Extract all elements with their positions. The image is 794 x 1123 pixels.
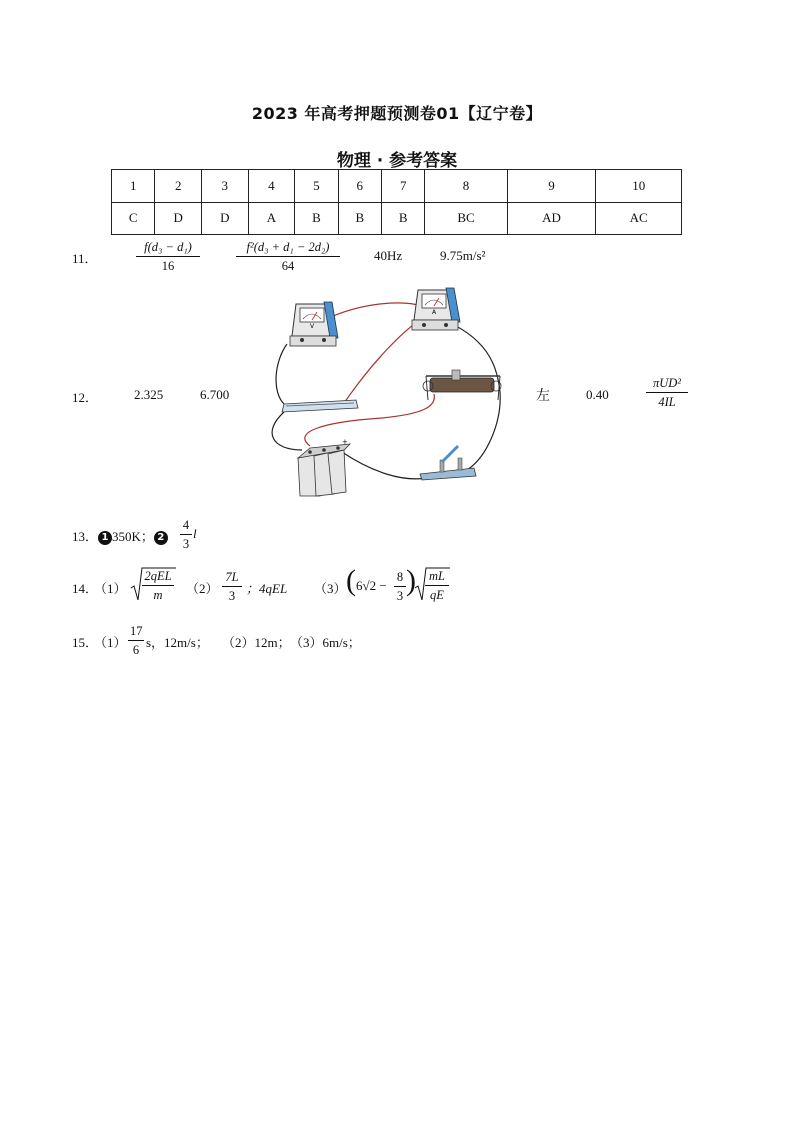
q15-part1-fraction — [128, 624, 144, 658]
q14-part3-fraction — [394, 570, 406, 604]
q14-part3-radicand — [425, 569, 449, 603]
q12-value-2: 6.700 — [200, 387, 230, 402]
q14-part2-numerator: 7L — [222, 570, 242, 587]
q14-part3-radicand-num: mL — [425, 569, 449, 586]
q15-part1-denominator: 6 — [132, 643, 140, 657]
question-number: 1 — [112, 170, 155, 203]
page-subtitle: 物理 · 参考答案 — [336, 151, 458, 171]
answer-cell: B — [295, 202, 338, 235]
answer-table-number-row — [112, 170, 682, 203]
q14-part2-extra: ；4qEL — [246, 581, 288, 596]
q14-part3-frac-num: 8 — [394, 570, 406, 587]
question-number: 8 — [425, 170, 507, 203]
q11-expr2-denominator: 64 — [281, 259, 295, 273]
page-title: 2023 年高考押题预测卷01【辽宁卷】 — [251, 104, 543, 123]
q14-part1-radicand-num: 2qEL — [142, 569, 174, 586]
q14-part1-radicand-den: m — [153, 588, 163, 602]
left-paren-icon: ( — [346, 564, 356, 597]
q13-label: 13． — [72, 529, 99, 544]
answer-cell: A — [248, 202, 295, 235]
switch — [420, 446, 476, 480]
q14-part1-radicand — [142, 569, 174, 603]
q15-part2: （2）12m； — [222, 635, 291, 650]
q14-part2-label: （2） — [186, 581, 219, 596]
question-number: 4 — [248, 170, 295, 203]
q14-part1-sqrt — [130, 566, 176, 602]
q12-resistivity-numerator: πUD² — [646, 376, 688, 393]
ammeter-label: A — [431, 309, 437, 316]
q11-expr1-numerator: f(d₃ − d₁) — [136, 240, 200, 257]
answer-cell: AD — [507, 202, 596, 235]
q14-part2-fraction — [222, 570, 242, 604]
q13-part2-numerator: 4 — [180, 518, 192, 535]
battery-pack — [298, 438, 350, 496]
circuit-diagram — [262, 282, 512, 502]
q11-expr2 — [236, 240, 340, 274]
wire — [342, 320, 420, 406]
wire — [272, 412, 302, 450]
answer-cell: C — [112, 202, 155, 235]
q14-label: 14． — [72, 581, 99, 596]
q14-part2-denominator: 3 — [228, 589, 236, 603]
q11-expr2-numerator: f²(d₃ + d₁ − 2d₂) — [236, 240, 340, 257]
q14-part3-label: （3） — [314, 581, 347, 596]
q11-frequency: 40Hz — [374, 248, 403, 263]
ammeter — [412, 288, 460, 330]
q11-label: 11． — [72, 251, 98, 266]
q14-part3-sqrt — [414, 566, 450, 602]
q12-resistivity-formula — [646, 376, 688, 410]
q15-part1-unit: s，12m/s； — [146, 635, 209, 650]
svg-text:+: + — [342, 438, 348, 446]
q12-value-1: 2.325 — [134, 387, 164, 402]
q15-part1-numerator: 17 — [128, 624, 144, 641]
q13-content — [72, 526, 168, 545]
q13-part2-marker: 2 — [154, 531, 168, 545]
answer-cell: D — [155, 202, 202, 235]
answer-cell: BC — [425, 202, 507, 235]
question-number: 2 — [155, 170, 202, 203]
q13-part2-denominator: 3 — [182, 537, 190, 551]
wire — [342, 452, 427, 479]
answer-cell: D — [202, 202, 249, 235]
q15-part1-label: （1） — [94, 635, 127, 650]
q12-resistivity-denominator: 4IL — [658, 395, 676, 409]
right-paren-icon: ) — [406, 564, 416, 597]
wire — [324, 303, 422, 320]
question-number: 3 — [202, 170, 249, 203]
q15-part3: （3）6m/s； — [290, 635, 361, 650]
answer-table-answer-row — [112, 202, 682, 235]
answer-table — [111, 169, 682, 235]
question-number: 9 — [507, 170, 596, 203]
answer-cell: AC — [596, 202, 682, 235]
q13-part1-marker: 1 — [98, 531, 112, 545]
q12-value-3: 0.40 — [586, 387, 609, 402]
answer-cell: B — [338, 202, 381, 235]
voltmeter — [290, 302, 338, 346]
question-number: 5 — [295, 170, 338, 203]
q11-expr1-denominator: 16 — [161, 259, 175, 273]
q13-part1-value: 350K； — [112, 529, 154, 544]
q14-part3-radicand-den: qE — [430, 588, 444, 602]
q13-part2-fraction — [180, 518, 192, 552]
q11-acceleration: 9.75m/s² — [440, 248, 486, 263]
voltmeter-label: V — [309, 323, 315, 330]
q11-expr1 — [136, 240, 200, 274]
q12-direction: 左 — [536, 388, 550, 404]
question-number: 7 — [382, 170, 425, 203]
q14-part1-label: （1） — [94, 581, 127, 596]
q15-label: 15． — [72, 635, 99, 650]
answer-cell: B — [382, 202, 425, 235]
q13-part2-variable: l — [193, 526, 197, 541]
question-number: 6 — [338, 170, 381, 203]
wire — [276, 344, 287, 404]
q14-part3-frac-den: 3 — [396, 589, 404, 603]
resistance-wire-board — [282, 400, 358, 412]
q14-part3-term: 6√2 − — [356, 578, 387, 593]
question-number: 10 — [596, 170, 682, 203]
q12-label: 12． — [72, 390, 99, 405]
